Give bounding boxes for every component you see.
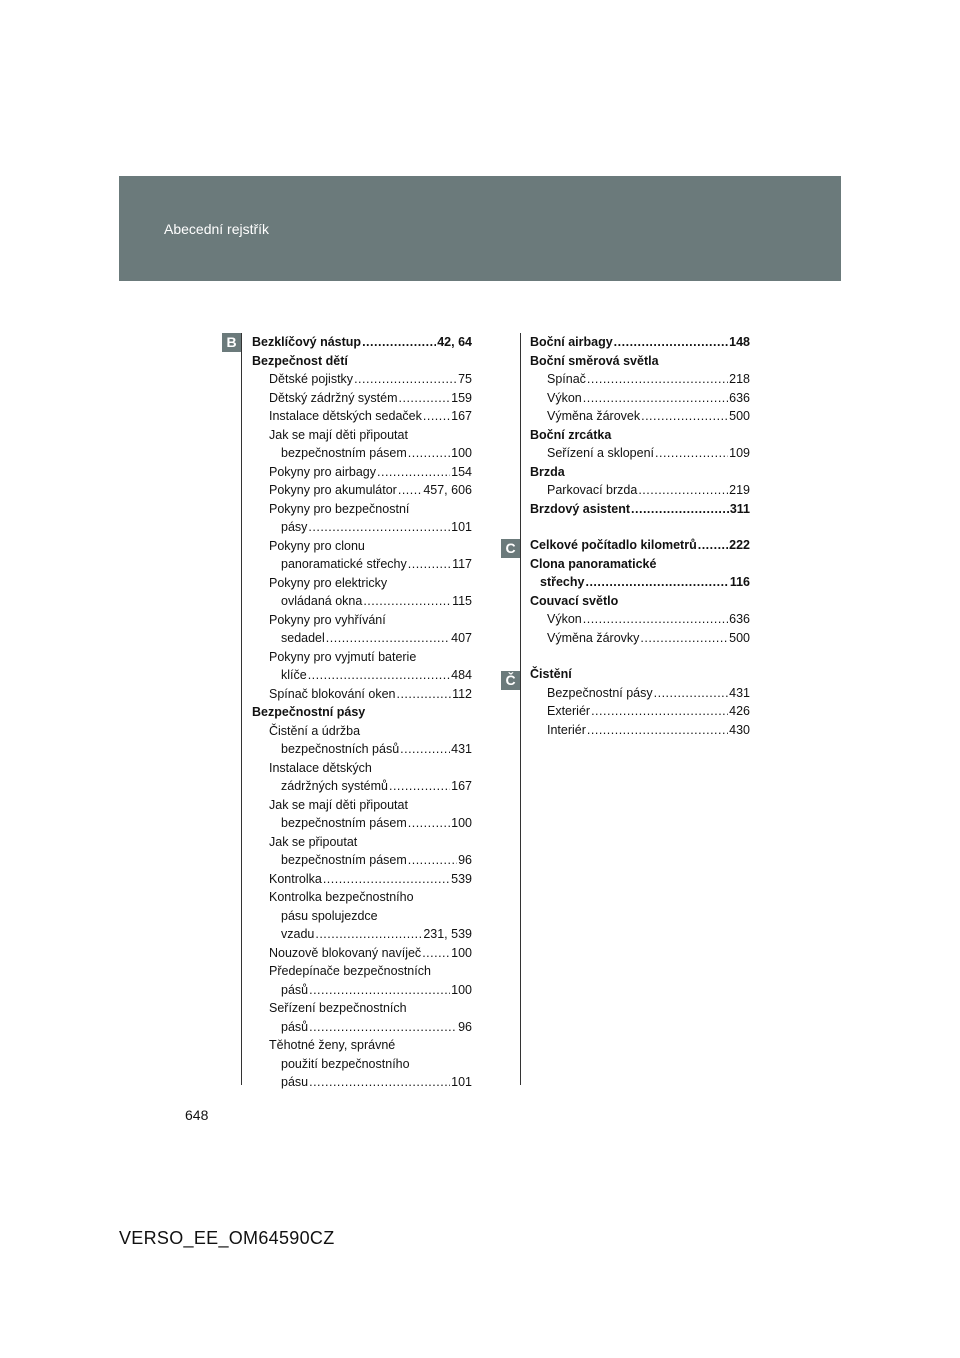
entry-text: Dětské pojistky xyxy=(269,372,354,386)
entry-text: pásy xyxy=(281,520,308,534)
entry-text: Celkové počítadlo kilometrů xyxy=(530,538,697,552)
index-heading: Bezpečnost dětí xyxy=(252,353,348,368)
entry-text: Pokyny pro akumulátor xyxy=(269,483,397,497)
entry-page: 96 xyxy=(458,1019,472,1034)
index-entry xyxy=(530,407,750,426)
entry-page: 100 xyxy=(451,816,472,830)
index-column-right xyxy=(530,333,750,739)
entry-page: 407 xyxy=(451,631,472,645)
entry-page: 430 xyxy=(729,722,750,737)
entry-text: Spínač blokování oken xyxy=(269,686,396,701)
index-entry xyxy=(252,666,472,685)
index-entry xyxy=(252,814,472,833)
entry-page: 148 xyxy=(729,335,750,349)
index-entry xyxy=(252,629,472,648)
entry-page: 116 xyxy=(729,575,750,589)
entry-page: 539 xyxy=(451,871,472,886)
index-entry: Instalace dětských xyxy=(269,760,372,775)
index-entry xyxy=(252,740,472,759)
entry-page: 222 xyxy=(729,538,750,552)
index-entry xyxy=(530,721,750,740)
entry-text: Interiér xyxy=(547,722,586,737)
index-entry xyxy=(252,981,472,1000)
index-entry xyxy=(252,444,472,463)
index-heading: Bezpečnostní pásy xyxy=(252,705,366,719)
index-entry: Pokyny pro elektricky xyxy=(269,575,388,590)
index-entry: použití bezpečnostního xyxy=(281,1056,410,1071)
index-entry xyxy=(252,333,472,352)
index-entry xyxy=(252,518,472,537)
entry-page: 431 xyxy=(729,685,750,700)
entry-page: 167 xyxy=(451,409,472,423)
entry-text: vzadu xyxy=(281,927,315,941)
entry-page: 159 xyxy=(451,390,472,405)
column-divider-left xyxy=(241,333,242,1085)
entry-page: 219 xyxy=(729,483,750,497)
index-entry: Kontrolka bezpečnostního xyxy=(269,890,414,904)
page-number: 648 xyxy=(185,1107,209,1123)
entry-page: 500 xyxy=(729,630,750,645)
index-heading: Čistění xyxy=(530,667,572,681)
index-entry: Pokyny pro vyjmutí baterie xyxy=(269,649,417,664)
entry-page: 426 xyxy=(729,704,750,718)
index-heading: Boční zrcátka xyxy=(530,427,612,442)
entry-text: panoramatické střechy xyxy=(281,557,407,571)
entry-page: 100 xyxy=(451,945,472,960)
document-code: VERSO_EE_OM64590CZ xyxy=(119,1228,335,1248)
entry-text: Bezpečnostní pásy xyxy=(547,685,653,700)
entry-text: Seřízení a sklopení xyxy=(547,446,655,460)
entry-text: Výkon xyxy=(547,612,582,626)
entry-text: Parkovací brzda xyxy=(547,483,638,497)
entry-page: 636 xyxy=(729,612,750,626)
entry-text: pásů xyxy=(281,1019,309,1034)
index-entry xyxy=(530,610,750,629)
entry-page: 117 xyxy=(452,557,472,571)
index-entry xyxy=(252,407,472,426)
index-heading: Boční směrová světla xyxy=(530,353,659,368)
entry-page: 167 xyxy=(451,779,472,793)
letter-tab-c-caron: Č xyxy=(501,671,520,690)
entry-page: 101 xyxy=(451,520,472,534)
entry-page: 101 xyxy=(451,1075,472,1089)
page-header xyxy=(119,176,841,281)
entry-page: 154 xyxy=(451,464,472,479)
entry-text: ovládaná okna xyxy=(281,594,363,608)
index-entry: Jak se mají děti připoutat xyxy=(269,427,408,442)
index-entry xyxy=(252,389,472,408)
entry-text: Pokyny pro airbagy xyxy=(269,464,377,479)
entry-page: 231, 539 xyxy=(423,927,472,941)
index-entry: Pokyny pro bezpečnostní xyxy=(269,501,410,516)
entry-text: Boční airbagy xyxy=(530,335,613,349)
index-entry xyxy=(252,870,472,889)
entry-page: 109 xyxy=(729,446,750,460)
index-entry xyxy=(530,444,750,463)
index-entry: Předepínače bezpečnostních xyxy=(269,964,431,978)
entry-page: 636 xyxy=(729,390,750,405)
entry-text: Výměna žárovky xyxy=(547,630,640,645)
index-entry xyxy=(252,463,472,482)
index-entry: Jak se mají děti připoutat xyxy=(269,797,408,812)
index-entry xyxy=(530,629,750,648)
index-entry: Těhotné ženy, správné xyxy=(269,1038,396,1052)
entry-page: 100 xyxy=(451,446,472,460)
entry-text: bezpečnostním pásem xyxy=(281,446,407,460)
entry-text: Exteriér xyxy=(547,704,591,718)
entry-page: 311 xyxy=(729,501,750,516)
entry-text: Výkon xyxy=(547,390,582,405)
index-entry xyxy=(530,500,750,519)
index-heading: Clona panoramatické xyxy=(530,556,657,571)
entry-text: bezpečnostním pásem xyxy=(281,816,407,830)
entry-page: 42, 64 xyxy=(437,335,472,349)
index-entry xyxy=(530,573,750,592)
index-entry: Pokyny pro clonu xyxy=(269,538,365,553)
entry-text: Spínač xyxy=(547,372,586,386)
entry-text: klíče xyxy=(281,668,307,682)
index-heading: Couvací světlo xyxy=(530,593,619,608)
index-entry: Pokyny pro vyhřívání xyxy=(269,612,386,627)
index-entry xyxy=(252,370,472,389)
entry-text: Bezklíčový nástup xyxy=(252,335,362,349)
entry-page: 112 xyxy=(452,686,472,701)
entry-page: 484 xyxy=(451,668,472,682)
index-entry xyxy=(530,481,750,500)
index-entry: Seřízení bezpečnostních xyxy=(269,1001,407,1015)
index-entry: pásu spolujezdce xyxy=(281,908,378,923)
index-entry xyxy=(252,851,472,870)
letter-tab-c: C xyxy=(501,539,520,558)
entry-page: 431 xyxy=(451,742,472,756)
index-heading: Brzda xyxy=(530,464,565,479)
entry-text: střechy xyxy=(540,575,585,589)
entry-text: Nouzově blokovaný navíječ xyxy=(269,945,422,960)
index-entry xyxy=(530,333,750,352)
entry-page: 75 xyxy=(458,372,472,386)
header-title: Abecední rejstřík xyxy=(164,221,270,237)
index-entry xyxy=(252,1073,472,1092)
index-entry xyxy=(252,592,472,611)
entry-text: bezpečnostních pásů xyxy=(281,742,400,756)
entry-page: 457, 606 xyxy=(423,483,472,497)
index-entry xyxy=(252,555,472,574)
index-entry xyxy=(252,685,472,704)
index-entry xyxy=(252,925,472,944)
index-entry: Čistění a údržba xyxy=(269,723,361,738)
entry-text: Výměna žárovek xyxy=(547,409,641,423)
index-entry xyxy=(530,536,750,555)
index-entry xyxy=(530,370,750,389)
index-entry: Jak se připoutat xyxy=(269,834,358,849)
entry-text: Kontrolka xyxy=(269,871,322,886)
entry-page: 96 xyxy=(458,853,472,867)
index-entry xyxy=(252,777,472,796)
entry-page: 218 xyxy=(729,372,750,386)
index-entry xyxy=(530,684,750,703)
entry-page: 115 xyxy=(452,594,472,608)
entry-text: Brzdový asistent xyxy=(530,501,631,516)
index-entry xyxy=(252,944,472,963)
entry-text: sedadel xyxy=(281,631,325,645)
column-divider-right xyxy=(520,333,521,1085)
index-entry xyxy=(252,481,472,500)
entry-text: bezpečnostním pásem xyxy=(281,853,407,867)
entry-page: 100 xyxy=(451,982,472,997)
entry-text: pásu xyxy=(281,1075,309,1089)
index-entry xyxy=(252,1018,472,1037)
entry-page: 500 xyxy=(729,409,750,423)
entry-text: Instalace dětských sedaček xyxy=(269,409,422,423)
entry-text: Dětský zádržný systém xyxy=(269,390,398,405)
index-entry xyxy=(530,389,750,408)
entry-text: pásů xyxy=(281,982,309,997)
index-column-left xyxy=(252,333,472,1092)
entry-text: zádržných systémů xyxy=(281,779,388,793)
letter-tab-b: B xyxy=(222,333,241,352)
index-entry xyxy=(530,702,750,721)
